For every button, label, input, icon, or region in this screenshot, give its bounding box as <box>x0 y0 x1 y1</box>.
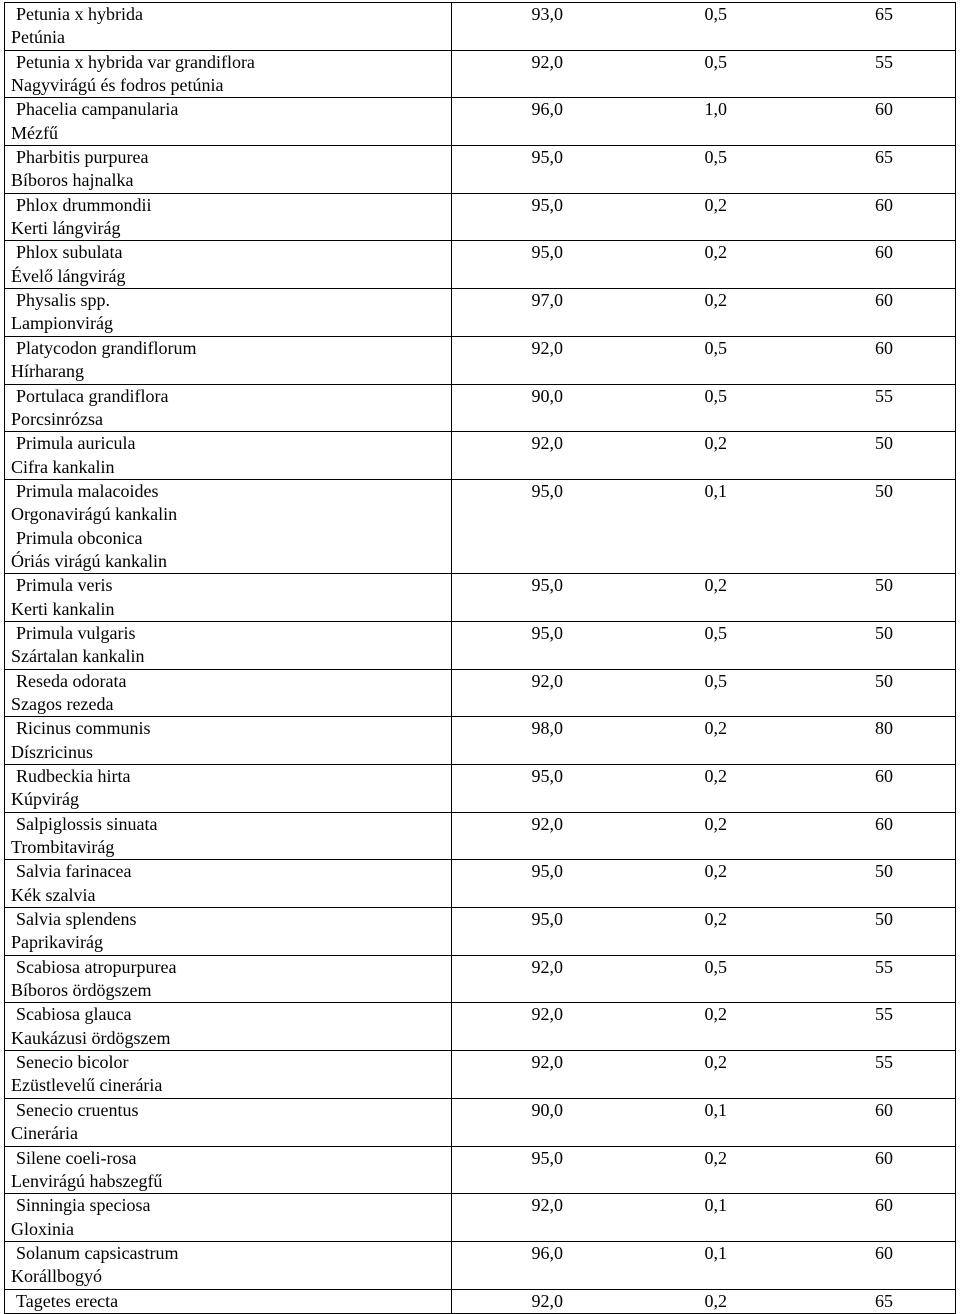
species-name-cell <box>5 336 452 384</box>
weight-value: 0,5 <box>704 147 727 168</box>
weight-value: 0,2 <box>704 433 727 454</box>
days-value: 50 <box>875 433 893 454</box>
days-value: 50 <box>875 670 893 691</box>
latin-name: Phlox subulata <box>16 242 123 263</box>
hungarian-name: Ezüstlevelű cinerária <box>11 1075 163 1096</box>
latin-name: Phacelia campanularia <box>16 99 179 120</box>
germination-value: 92,0 <box>531 433 563 454</box>
species-name-cell <box>5 193 452 241</box>
species-name-cell <box>5 860 452 908</box>
latin-name: Rudbeckia hirta <box>16 766 131 786</box>
hungarian-name: Porcsinrózsa <box>11 408 103 429</box>
germination-value: 95,0 <box>531 147 563 168</box>
values-cell <box>452 1289 956 1313</box>
latin-name: Primula veris <box>16 575 113 596</box>
values-cell <box>452 765 956 813</box>
table-row <box>5 1194 956 1242</box>
germination-value: 95,0 <box>531 194 563 215</box>
table-row <box>5 717 956 765</box>
days-value: 50 <box>875 909 893 930</box>
hungarian-name: Lampionvirág <box>11 313 113 334</box>
latin-name: Pharbitis purpurea <box>16 147 149 168</box>
values-cell <box>452 98 956 146</box>
hungarian-name: Orgonavirágú kankalin <box>11 504 178 525</box>
days-value: 55 <box>875 956 893 977</box>
weight-value: 0,5 <box>704 956 727 977</box>
latin-name: Primula vulgaris <box>16 622 136 643</box>
species-name-cell <box>5 146 452 194</box>
germination-value: 96,0 <box>531 99 563 120</box>
days-value: 50 <box>875 480 893 501</box>
weight-value: 0,2 <box>704 1290 727 1311</box>
document-page <box>4 2 954 1314</box>
values-cell <box>452 479 956 573</box>
days-value: 55 <box>875 385 893 406</box>
values-cell <box>452 432 956 480</box>
latin-name: Scabiosa atropurpurea <box>16 956 177 977</box>
days-value: 55 <box>875 1004 893 1025</box>
hungarian-name: Kerti kankalin <box>11 598 115 619</box>
table-body <box>5 3 956 1314</box>
table-row <box>5 3 956 51</box>
hungarian-name: Petúnia <box>11 27 65 48</box>
latin-name: Primula malacoides <box>16 480 159 501</box>
days-value: 55 <box>875 1052 893 1073</box>
weight-value: 0,1 <box>704 480 727 501</box>
hungarian-name: Bíboros hajnalka <box>11 170 134 191</box>
germination-value: 93,0 <box>531 4 563 24</box>
species-name-cell <box>5 1003 452 1051</box>
species-name-cell <box>5 717 452 765</box>
table-row <box>5 1003 956 1051</box>
values-cell <box>452 860 956 908</box>
days-value: 60 <box>875 813 893 834</box>
hungarian-name: Bíboros ördögszem <box>11 980 152 1001</box>
species-name-cell <box>5 1146 452 1194</box>
latin-name: Primula obconica <box>16 527 143 548</box>
latin-name: Salvia splendens <box>16 909 137 930</box>
hungarian-name: Cinerária <box>11 1123 78 1144</box>
table-row <box>5 193 956 241</box>
weight-value: 0,5 <box>704 51 727 72</box>
days-value: 60 <box>875 1242 893 1263</box>
latin-name: Salpiglossis sinuata <box>16 813 158 834</box>
species-name-cell <box>5 621 452 669</box>
species-name-cell <box>5 1098 452 1146</box>
table-row <box>5 1146 956 1194</box>
latin-name: Scabiosa glauca <box>16 1004 132 1025</box>
values-cell <box>452 336 956 384</box>
hungarian-name: Trombitavirág <box>11 837 115 858</box>
weight-value: 0,1 <box>704 1195 727 1216</box>
species-name-cell <box>5 289 452 337</box>
species-name-cell <box>5 479 452 573</box>
species-name-cell <box>5 98 452 146</box>
hungarian-name: Évelő lángvirág <box>11 265 126 286</box>
days-value: 60 <box>875 99 893 120</box>
species-name-cell <box>5 3 452 51</box>
latin-name: Salvia farinacea <box>16 861 132 882</box>
hungarian-name: Mézfű <box>11 122 58 143</box>
days-value: 60 <box>875 1195 893 1216</box>
days-value: 50 <box>875 575 893 596</box>
latin-name: Physalis spp. <box>16 290 111 311</box>
values-cell <box>452 574 956 622</box>
table-row <box>5 146 956 194</box>
weight-value: 0,2 <box>704 909 727 930</box>
latin-name: Tagetes erecta <box>16 1290 119 1311</box>
latin-name: Ricinus communis <box>16 718 151 739</box>
days-value: 50 <box>875 622 893 643</box>
hungarian-name: Kaukázusi ördögszem <box>11 1027 171 1048</box>
weight-value: 0,2 <box>704 1004 727 1025</box>
species-name-cell <box>5 432 452 480</box>
latin-name: Portulaca grandiflora <box>16 385 169 406</box>
hungarian-name: Cifra kankalin <box>11 456 115 477</box>
germination-value: 92,0 <box>531 1052 563 1073</box>
days-value: 65 <box>875 1290 893 1311</box>
latin-name: Petunia x hybrida var grandiflora <box>16 51 255 72</box>
seed-table <box>4 2 956 1314</box>
weight-value: 0,2 <box>704 1052 727 1073</box>
values-cell <box>452 669 956 717</box>
table-row <box>5 669 956 717</box>
latin-name: Solanum capsicastrum <box>16 1242 179 1263</box>
species-name-cell <box>5 669 452 717</box>
values-cell <box>452 1194 956 1242</box>
values-cell <box>452 146 956 194</box>
germination-value: 92,0 <box>531 337 563 358</box>
hungarian-name: Szártalan kankalin <box>11 646 145 667</box>
table-row <box>5 955 956 1003</box>
hungarian-name: Szagos rezeda <box>11 693 114 714</box>
table-row <box>5 1289 956 1313</box>
weight-value: 0,5 <box>704 622 727 643</box>
hungarian-name: Kúpvirág <box>11 789 79 810</box>
table-row <box>5 479 956 573</box>
days-value: 65 <box>875 147 893 168</box>
days-value: 60 <box>875 290 893 311</box>
days-value: 80 <box>875 718 893 739</box>
germination-value: 90,0 <box>531 1099 563 1120</box>
hungarian-name: Hírharang <box>11 361 84 382</box>
values-cell <box>452 955 956 1003</box>
germination-value: 90,0 <box>531 385 563 406</box>
values-cell <box>452 621 956 669</box>
germination-value: 95,0 <box>531 909 563 930</box>
values-cell <box>452 1051 956 1099</box>
weight-value: 0,2 <box>704 861 727 882</box>
germination-value: 95,0 <box>531 861 563 882</box>
table-row <box>5 574 956 622</box>
days-value: 60 <box>875 1147 893 1168</box>
latin-name: Sinningia speciosa <box>16 1195 151 1216</box>
values-cell <box>452 1003 956 1051</box>
table-row <box>5 1241 956 1289</box>
values-cell <box>452 384 956 432</box>
germination-value: 92,0 <box>531 813 563 834</box>
weight-value: 0,1 <box>704 1242 727 1263</box>
species-name-cell <box>5 574 452 622</box>
values-cell <box>452 908 956 956</box>
values-cell <box>452 3 956 51</box>
days-value: 60 <box>875 1099 893 1120</box>
values-cell <box>452 812 956 860</box>
days-value: 60 <box>875 337 893 358</box>
weight-value: 0,1 <box>704 1099 727 1120</box>
species-name-cell <box>5 765 452 813</box>
weight-value: 0,2 <box>704 290 727 311</box>
germination-value: 95,0 <box>531 622 563 643</box>
values-cell <box>452 717 956 765</box>
species-name-cell <box>5 1289 452 1313</box>
values-cell <box>452 1146 956 1194</box>
table-row <box>5 621 956 669</box>
germination-value: 96,0 <box>531 1242 563 1263</box>
hungarian-name: Nagyvirágú és fodros petúnia <box>11 75 224 96</box>
table-row <box>5 289 956 337</box>
germination-value: 97,0 <box>531 290 563 311</box>
values-cell <box>452 1098 956 1146</box>
weight-value: 0,2 <box>704 1147 727 1168</box>
latin-name: Reseda odorata <box>16 670 127 691</box>
weight-value: 0,2 <box>704 766 727 786</box>
species-name-cell <box>5 384 452 432</box>
values-cell <box>452 241 956 289</box>
germination-value: 92,0 <box>531 51 563 72</box>
germination-value: 95,0 <box>531 242 563 263</box>
germination-value: 95,0 <box>531 1147 563 1168</box>
latin-name: Phlox drummondii <box>16 194 152 215</box>
values-cell <box>452 289 956 337</box>
species-name-cell <box>5 908 452 956</box>
germination-value: 95,0 <box>531 480 563 501</box>
table-row <box>5 241 956 289</box>
table-row <box>5 812 956 860</box>
germination-value: 92,0 <box>531 1195 563 1216</box>
days-value: 60 <box>875 766 893 786</box>
weight-value: 0,2 <box>704 718 727 739</box>
table-row <box>5 765 956 813</box>
days-value: 60 <box>875 242 893 263</box>
latin-name: Platycodon grandiflorum <box>16 337 197 358</box>
values-cell <box>452 193 956 241</box>
hungarian-name: Kék szalvia <box>11 884 96 905</box>
weight-value: 0,5 <box>704 670 727 691</box>
species-name-cell <box>5 1241 452 1289</box>
table-row <box>5 908 956 956</box>
days-value: 50 <box>875 861 893 882</box>
table-row <box>5 50 956 98</box>
weight-value: 0,5 <box>704 337 727 358</box>
germination-value: 92,0 <box>531 1004 563 1025</box>
days-value: 60 <box>875 194 893 215</box>
latin-name: Senecio cruentus <box>16 1099 139 1120</box>
table-row <box>5 432 956 480</box>
latin-name: Petunia x hybrida <box>16 4 143 24</box>
table-row <box>5 384 956 432</box>
latin-name: Primula auricula <box>16 433 136 454</box>
table-row <box>5 336 956 384</box>
germination-value: 95,0 <box>531 766 563 786</box>
hungarian-name: Kerti lángvirág <box>11 218 121 239</box>
hungarian-name: Korállbogyó <box>11 1266 102 1287</box>
days-value: 65 <box>875 4 893 24</box>
values-cell <box>452 50 956 98</box>
germination-value: 95,0 <box>531 575 563 596</box>
weight-value: 0,2 <box>704 194 727 215</box>
weight-value: 0,2 <box>704 813 727 834</box>
hungarian-name: Óriás virágú kankalin <box>11 550 167 571</box>
latin-name: Silene coeli-rosa <box>16 1147 137 1168</box>
table-row <box>5 860 956 908</box>
values-cell <box>452 1241 956 1289</box>
table-row <box>5 1098 956 1146</box>
germination-value: 92,0 <box>531 670 563 691</box>
species-name-cell <box>5 1051 452 1099</box>
table-row <box>5 1051 956 1099</box>
hungarian-name: Gloxinia <box>11 1218 74 1239</box>
weight-value: 0,5 <box>704 385 727 406</box>
weight-value: 0,2 <box>704 575 727 596</box>
hungarian-name: Lenvirágú habszegfű <box>11 1170 163 1191</box>
species-name-cell <box>5 1194 452 1242</box>
hungarian-name: Díszricinus <box>11 741 93 762</box>
germination-value: 92,0 <box>531 1290 563 1311</box>
species-name-cell <box>5 955 452 1003</box>
latin-name: Senecio bicolor <box>16 1052 129 1073</box>
table-row <box>5 98 956 146</box>
germination-value: 92,0 <box>531 956 563 977</box>
species-name-cell <box>5 50 452 98</box>
germination-value: 98,0 <box>531 718 563 739</box>
weight-value: 1,0 <box>704 99 727 120</box>
species-name-cell <box>5 812 452 860</box>
days-value: 55 <box>875 51 893 72</box>
weight-value: 0,5 <box>704 4 727 24</box>
species-name-cell <box>5 241 452 289</box>
weight-value: 0,2 <box>704 242 727 263</box>
hungarian-name: Paprikavirág <box>11 932 103 953</box>
